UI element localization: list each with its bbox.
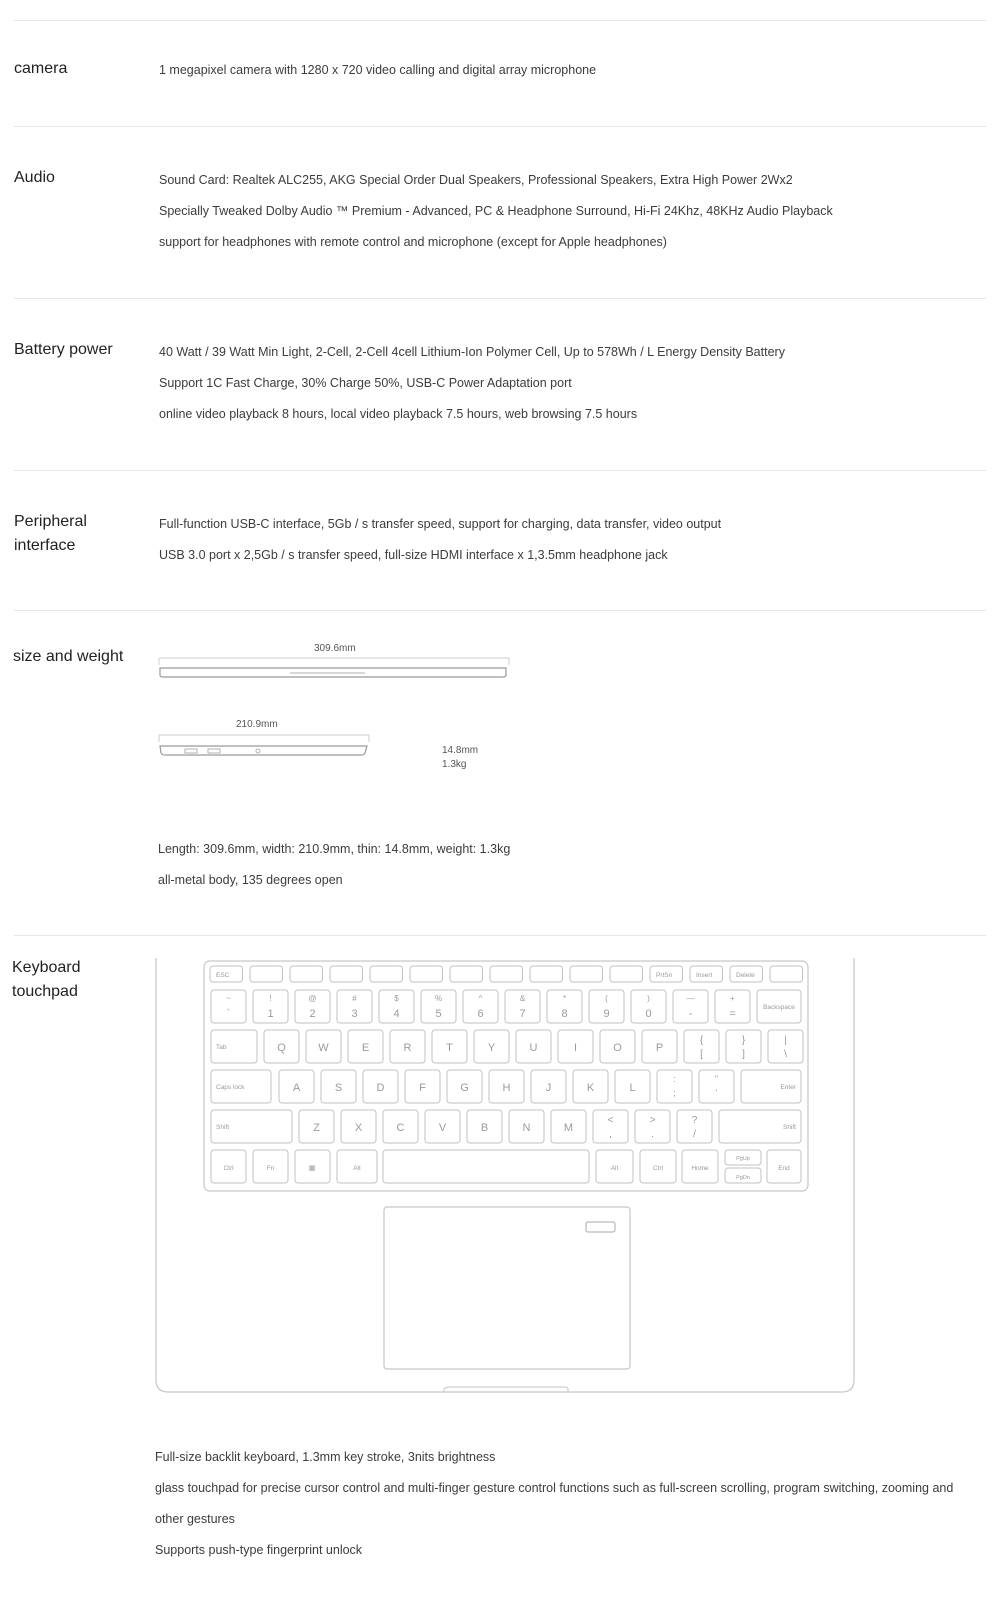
spec-line: Specially Tweaked Dolby Audio ™ Premium - Advanced, PC & Headphone Surround, Hi-Fi 24Khz, 48KHz Audio Playback bbox=[159, 204, 833, 218]
key-label-top: ^ bbox=[478, 994, 483, 1003]
spec-line: other gestures bbox=[155, 1512, 235, 1526]
key-label: Alt bbox=[353, 1165, 361, 1172]
spec-line: all-metal body, 135 degrees open bbox=[158, 873, 343, 887]
section-label-size: size and weight bbox=[13, 648, 124, 665]
key-label: Tab bbox=[216, 1044, 227, 1051]
spec-line: Length: 309.6mm, width: 210.9mm, thin: 14.8mm, weight: 1.3kg bbox=[158, 842, 511, 856]
key-label-top: ? bbox=[691, 1115, 698, 1126]
spec-line: USB 3.0 port x 2,5Gb / s transfer speed, full-size HDMI interface x 1,3.5mm headphone jack bbox=[159, 548, 668, 562]
key bbox=[383, 1150, 589, 1183]
key-label: PgUp bbox=[736, 1156, 750, 1162]
spec-line: Full-size backlit keyboard, 1.3mm key stroke, 3nits brightness bbox=[155, 1450, 496, 1464]
key-label-top: : bbox=[673, 1074, 676, 1084]
key-label-bottom: 8 bbox=[561, 1008, 568, 1020]
key-label-top: > bbox=[649, 1115, 656, 1126]
key-label: F bbox=[419, 1082, 426, 1094]
key-label: Ctrl bbox=[223, 1165, 234, 1172]
key-label-top: ~ bbox=[226, 994, 231, 1003]
key-label-top: ) bbox=[647, 994, 650, 1003]
key-label-top: % bbox=[434, 994, 443, 1003]
key-label-top: { bbox=[699, 1035, 704, 1046]
key-label-bottom: / bbox=[693, 1129, 696, 1140]
key-label: D bbox=[376, 1082, 385, 1094]
key-label: O bbox=[613, 1042, 622, 1054]
function-key bbox=[490, 966, 523, 982]
key-label: Backspace bbox=[763, 1004, 795, 1011]
key-label: B bbox=[480, 1122, 489, 1134]
function-key-label: ESC bbox=[216, 972, 230, 979]
function-key-label: Delete bbox=[736, 972, 755, 979]
key-label-top: ! bbox=[269, 994, 272, 1003]
spec-line: Full-function USB-C interface, 5Gb / s transfer speed, support for charging, data transfer, video output bbox=[159, 517, 722, 531]
key-label-bottom: ] bbox=[742, 1049, 745, 1060]
function-key bbox=[410, 966, 443, 982]
function-key bbox=[330, 966, 363, 982]
key-label-top: # bbox=[352, 994, 357, 1003]
function-key-label: Insert bbox=[696, 972, 713, 979]
key-label-top: < bbox=[607, 1115, 614, 1126]
key-label-top: — bbox=[686, 994, 695, 1003]
spec-line: Sound Card: Realtek ALC255, AKG Special Order Dual Speakers, Professional Speakers, Extra High Power 2Wx2 bbox=[159, 173, 793, 187]
section-label-keyboard: Keyboard bbox=[12, 959, 81, 976]
key-label: N bbox=[522, 1122, 531, 1134]
section-label-audio: Audio bbox=[14, 169, 55, 186]
key-label: J bbox=[545, 1082, 552, 1094]
key-label-bottom: = bbox=[729, 1008, 736, 1020]
key-label-top: } bbox=[741, 1035, 746, 1046]
key-label: W bbox=[318, 1042, 329, 1054]
key-label: S bbox=[334, 1082, 343, 1094]
section-label-peripheral: Peripheral bbox=[14, 513, 87, 530]
key-label: PgDn bbox=[736, 1175, 750, 1181]
dim-weight-label: 1.3kg bbox=[442, 759, 467, 770]
key-label: Home bbox=[691, 1165, 709, 1172]
section-label-battery: Battery power bbox=[14, 341, 113, 358]
key-label-bottom: ; bbox=[673, 1088, 676, 1098]
key-label-bottom: ` bbox=[226, 1008, 231, 1020]
key-label: V bbox=[438, 1122, 447, 1134]
key-label: T bbox=[446, 1042, 453, 1054]
key-label: Enter bbox=[780, 1084, 796, 1091]
key-label: U bbox=[529, 1042, 538, 1054]
key-label: I bbox=[573, 1042, 578, 1054]
key-label: E bbox=[361, 1042, 370, 1054]
key-label: Shift bbox=[216, 1124, 230, 1131]
key-label-top: & bbox=[519, 994, 526, 1003]
key-label: Caps lock bbox=[216, 1084, 245, 1091]
function-key-label: PrtSn bbox=[656, 972, 673, 979]
key-label: Fn bbox=[266, 1165, 275, 1172]
key-label-bottom: 0 bbox=[645, 1008, 652, 1020]
key-label-top: $ bbox=[394, 994, 399, 1003]
key-label: C bbox=[396, 1122, 405, 1134]
dim-width-label: 210.9mm bbox=[236, 719, 278, 730]
key-label-bottom: 5 bbox=[435, 1008, 442, 1020]
key-label-bottom: - bbox=[688, 1008, 693, 1020]
function-key bbox=[610, 966, 643, 982]
key-label-top: | bbox=[784, 1035, 787, 1046]
windows-icon: ▦ bbox=[308, 1165, 316, 1172]
key-label: R bbox=[403, 1042, 412, 1054]
function-key bbox=[570, 966, 603, 982]
function-key bbox=[250, 966, 283, 982]
key-label-bottom: 2 bbox=[309, 1008, 316, 1020]
key-label-top: @ bbox=[308, 994, 317, 1003]
key-label-top: * bbox=[562, 994, 567, 1003]
function-key bbox=[770, 966, 803, 982]
key-label-bottom: 4 bbox=[393, 1008, 400, 1020]
key-label-top: + bbox=[730, 994, 735, 1003]
function-key bbox=[370, 966, 403, 982]
section-label-keyboard-2: touchpad bbox=[12, 983, 78, 1000]
key-label: A bbox=[292, 1082, 301, 1094]
section-label-camera: camera bbox=[14, 60, 68, 77]
spec-line: 40 Watt / 39 Watt Min Light, 2-Cell, 2-Cell 4cell Lithium-Ion Polymer Cell, Up to 578Wh / L Energy Density Battery bbox=[159, 345, 785, 359]
spec-line: support for headphones with remote control and microphone (except for Apple headphones) bbox=[159, 235, 667, 249]
key-label: Shift bbox=[782, 1124, 796, 1131]
spec-line: online video playback 8 hours, local video playback 7.5 hours, web browsing 7.5 hours bbox=[159, 407, 638, 421]
key-label-bottom: . bbox=[651, 1129, 654, 1140]
key-label: Ctrl bbox=[652, 1165, 664, 1172]
key-label: Alt bbox=[610, 1165, 619, 1172]
key-label-bottom: 6 bbox=[477, 1008, 484, 1020]
key-label-bottom: \ bbox=[784, 1049, 787, 1060]
key-label-bottom: , bbox=[609, 1129, 612, 1140]
spec-line: 1 megapixel camera with 1280 x 720 video calling and digital array microphone bbox=[159, 63, 597, 77]
key-label-bottom: [ bbox=[700, 1049, 703, 1060]
key-label-top: ( bbox=[605, 994, 608, 1003]
key-label-bottom: ' bbox=[715, 1088, 718, 1098]
function-key bbox=[530, 966, 563, 982]
key-label: Z bbox=[313, 1122, 320, 1134]
key-label-bottom: 7 bbox=[519, 1008, 526, 1020]
key-label-bottom: 1 bbox=[267, 1008, 274, 1020]
dim-length-label: 309.6mm bbox=[314, 643, 356, 654]
key-label: L bbox=[629, 1082, 636, 1094]
spec-line: Supports push-type fingerprint unlock bbox=[155, 1543, 363, 1557]
dim-thickness-label: 14.8mm bbox=[442, 745, 479, 756]
key-label: H bbox=[502, 1082, 511, 1094]
key-label: P bbox=[655, 1042, 664, 1054]
spec-line: glass touchpad for precise cursor control and multi-finger gesture control functions such as full-screen scrolling, program switching, zooming and bbox=[155, 1481, 954, 1495]
key-label: Y bbox=[487, 1042, 496, 1054]
key-label-top: " bbox=[714, 1074, 719, 1084]
spec-line: Support 1C Fast Charge, 30% Charge 50%, USB-C Power Adaptation port bbox=[159, 376, 572, 390]
key-label-bottom: 9 bbox=[603, 1008, 610, 1020]
key-label: M bbox=[563, 1122, 574, 1134]
key-label: End bbox=[778, 1165, 790, 1172]
key-label: Q bbox=[277, 1042, 286, 1054]
key-label: G bbox=[460, 1082, 469, 1094]
key-label: X bbox=[354, 1122, 363, 1134]
key-label: K bbox=[586, 1082, 595, 1094]
key-label-bottom: 3 bbox=[351, 1008, 358, 1020]
function-key bbox=[450, 966, 483, 982]
section-label-peripheral-2: interface bbox=[14, 537, 76, 554]
function-key bbox=[290, 966, 323, 982]
